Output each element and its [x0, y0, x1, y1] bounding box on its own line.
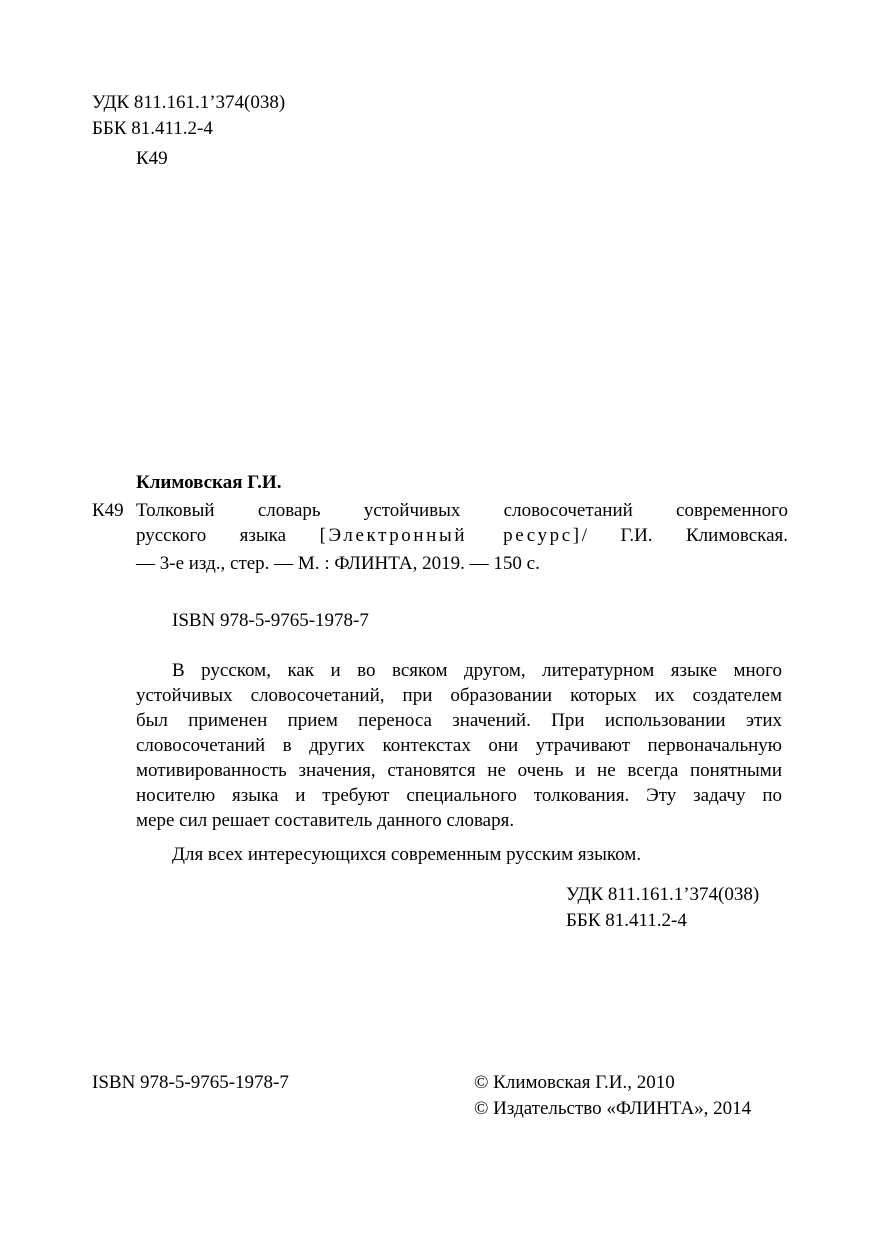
author-name: Климовская Г.И. [136, 472, 282, 493]
annotation-line: был применен прием переноса значений. При использовании этих [136, 710, 782, 731]
entry-title-end: русского языка [136, 525, 287, 546]
audience-statement: Для всех интересующихся современным русским языком. [172, 844, 642, 865]
annotation-line: носителю языка и требуют специального толкования. Эту задачу по [136, 785, 782, 806]
annotation-line: В русском, как и во всяком другом, литературном языке много [172, 660, 782, 681]
annotation-line: устойчивых словосочетаний, при образовании которых их создателем [136, 685, 782, 706]
entry-title-line-2 [136, 523, 788, 548]
footer-isbn: ISBN 978-5-9765-1978-7 [92, 1072, 289, 1093]
copyright-author: © Климовская Г.И., 2010 [474, 1072, 675, 1093]
entry-title-line-1: Толковый словарь устойчивых словосочетаний современного [136, 500, 788, 521]
annotation-line: мотивированность значения, становятся не очень и не всегда понятными [136, 760, 782, 781]
copyright-publisher: © Издательство «ФЛИНТА», 2014 [474, 1098, 752, 1119]
top-bbk-code: ББК 81.411.2-4 [92, 118, 213, 139]
entry-responsibility: / Г.И. Климовская. [581, 525, 789, 546]
right-bbk-code: ББК 81.411.2-4 [566, 910, 687, 931]
top-author-code: К49 [136, 148, 168, 169]
isbn-main: ISBN 978-5-9765-1978-7 [172, 610, 369, 631]
annotation-line: словосочетаний в других контекстах они утрачивают первоначальную [136, 735, 782, 756]
entry-publication-line: — 3-е изд., стер. — М. : ФЛИНТА, 2019. — 150 с. [136, 553, 540, 574]
right-udk-code: УДК 811.161.1’374(038) [566, 884, 760, 905]
entry-author-code: К49 [92, 500, 124, 521]
top-udk-code: УДК 811.161.1’374(038) [92, 92, 286, 113]
resource-type: [Электронный ресурс] [319, 525, 582, 546]
annotation-line: мере сил решает составитель данного словаря. [136, 810, 515, 831]
